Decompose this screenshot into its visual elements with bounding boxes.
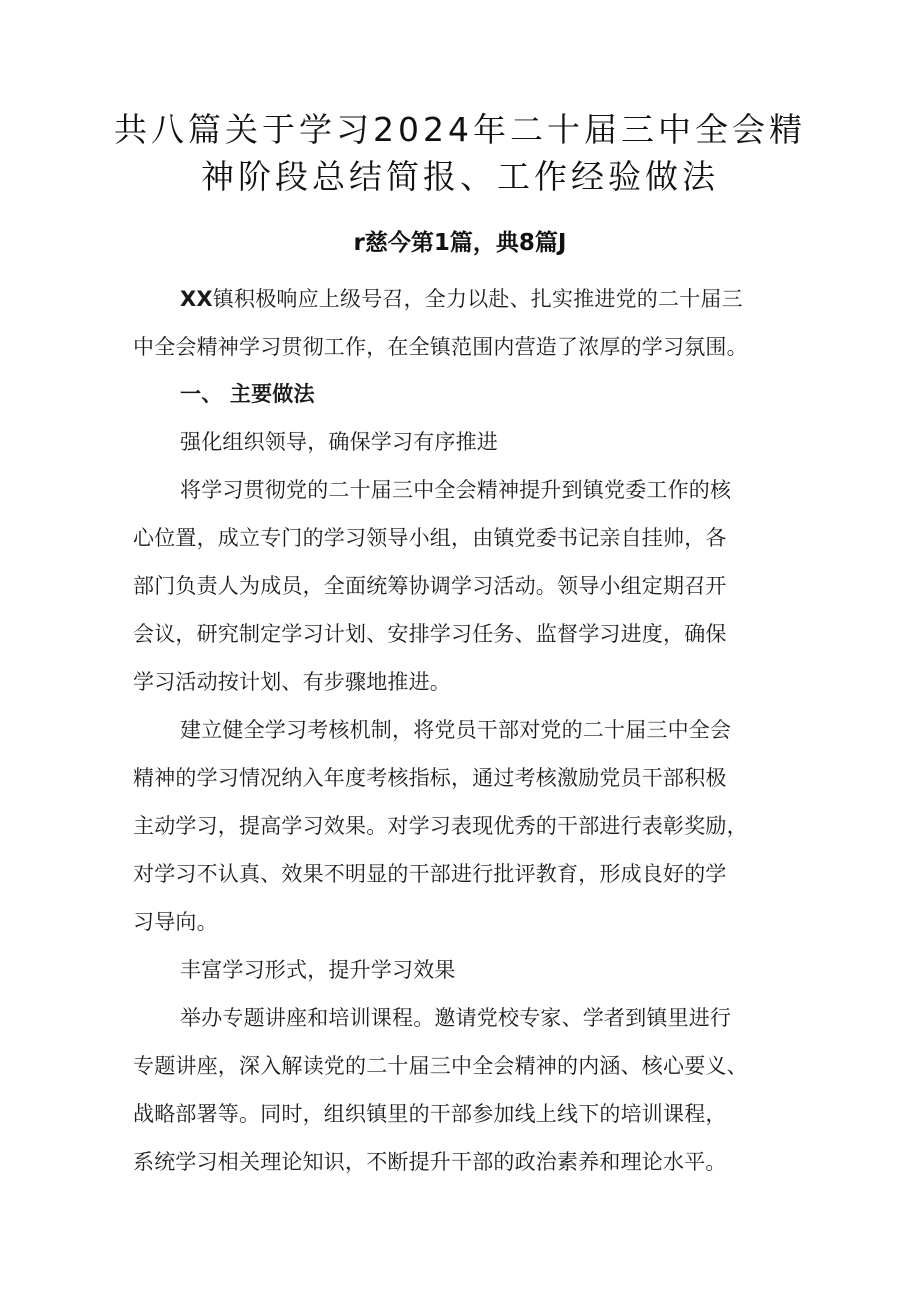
paragraph-line: 主动学习，提高学习效果。对学习表现优秀的干部进行表彰奖励， [133, 814, 748, 838]
paragraph-line: 系统学习相关理论知识，不断提升干部的政治素养和理论水平。 [133, 1150, 727, 1174]
paragraph-line: 部门负责人为成员，全面统筹协调学习活动。领导小组定期召开 [133, 574, 727, 598]
document-subtitle: r慈今第1篇，典8篇J [353, 230, 567, 256]
document-title-line-1: 共八篇关于学习2024年二十届三中全会精 [114, 110, 806, 149]
subsection-title-learning-forms: 丰富学习形式，提升学习效果 [180, 958, 456, 982]
paragraph-line: 将学习贯彻党的二十届三中全会精神提升到镇党委工作的核 [180, 478, 732, 502]
paragraph-line: 习导向。 [133, 910, 218, 934]
intro-paragraph-line-1 [180, 289, 800, 310]
intro-paragraph-line-2: 中全会精神学习贯彻工作，在全镇范围内营造了浓厚的学习氛围。 [133, 335, 748, 359]
paragraph-line: 心位置，成立专门的学习领导小组，由镇党委书记亲自挂帅，各 [133, 526, 727, 550]
paragraph-line: 举办专题讲座和培训课程。邀请党校专家、学者到镇里进行 [180, 1006, 732, 1030]
paragraph-line: 精神的学习情况纳入年度考核指标，通过考核激励党员干部积极 [133, 766, 727, 790]
paragraph-line: 建立健全学习考核机制，将党员干部对党的二十届三中全会 [180, 718, 732, 742]
section-heading-main-practices: 一、 主要做法 [180, 382, 315, 406]
paragraph-line: 会议，研究制定学习计划、安排学习任务、监督学习进度，确保 [133, 622, 727, 646]
document-title-line-2: 神阶段总结简报、工作经验做法 [201, 157, 719, 196]
intro-line-1-text: 镇积极响应上级号召，全力以赴、扎实推进党的二十届三 [212, 287, 743, 311]
paragraph-line: 对学习不认真、效果不明显的干部进行批评教育，形成良好的学 [133, 862, 727, 886]
paragraph-line: 学习活动按计划、有步骤地推进。 [133, 670, 451, 694]
paragraph-line: 专题讲座，深入解读党的二十届三中全会精神的内涵、核心要义、 [133, 1054, 748, 1078]
paragraph-line: 战略部署等。同时，组织镇里的干部参加线上线下的培训课程， [133, 1102, 727, 1126]
subsection-title-organization: 强化组织领导，确保学习有序推进 [180, 430, 498, 454]
intro-town-placeholder: XX [180, 287, 213, 311]
